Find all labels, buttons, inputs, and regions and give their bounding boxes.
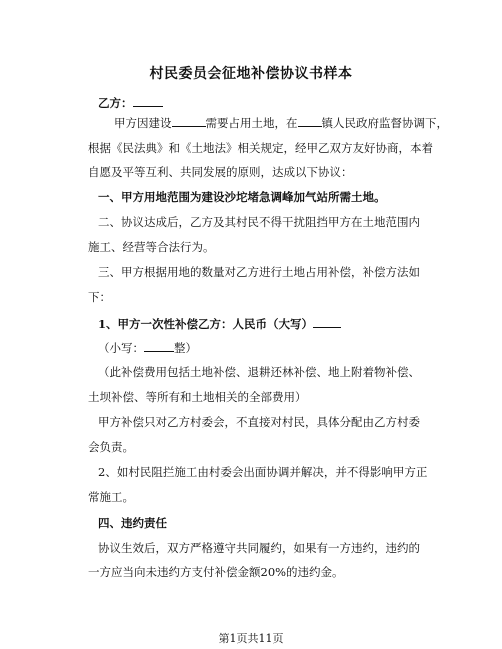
payment-line-1: 甲方补偿只对乙方村委会，不直接对村民，具体分配由乙方村委 [98,415,420,429]
project-blank [172,115,206,127]
clause-2b-line-1: 2、如村民阻拦施工由村委会出面协调并解决，并不得影响甲方正 [98,465,428,479]
clause-3-line-1: 三、甲方根据用地的数量对乙方进行土地占用补偿，补偿方法如 [98,265,420,279]
text-segment: 需要占用土地，在 [205,116,298,130]
clause-1: 一、甲方用地范围为建设沙坨堵急调峰加气站所需土地。 [98,190,386,204]
page-footer: 第1页共11页 [218,632,284,645]
paragraph-line-2: 根据《民法典》和《土地法》相关规定，经甲乙双方友好协商，本着 [88,141,433,155]
breach-heading: 四、违约责任 [98,516,167,530]
clause-2b-line-2: 常施工。 [88,490,134,504]
note-line-1: （此补偿费用包括土地补偿、退耕还林补偿、地上附着物补偿、 [98,365,420,379]
town-blank [298,115,322,127]
party-b-line [98,95,438,111]
clause-3-line-2: 下： [88,290,111,304]
party-b-label: 乙方： [98,96,133,110]
note-line-2: 土坝补偿、等所有和土地相关的全部费用） [88,390,307,404]
text-segment: 1、甲方一次性补偿乙方：人民币（大写） [98,317,313,331]
compensation-line [98,316,438,332]
text-segment: （小写： [98,341,144,355]
paragraph-line-3: 自愿及平等互利、共同发展的原则，达成以下协议： [88,165,353,179]
document-title: 村民委员会征地补偿协议书样本 [149,66,353,82]
clause-2-line-1: 二、协议达成后，乙方及其村民不得干扰阻挡甲方在土地范围内 [98,215,420,229]
breach-line-2: 一方应当向未违约方支付补偿金额20%的违约金。 [88,565,344,579]
payment-line-2: 会负责。 [88,440,134,454]
amount-upper-blank [313,316,341,328]
text-segment: 甲方因建设 [114,116,172,130]
clause-2-line-2: 施工、经营等合法行为。 [88,240,215,254]
amount-lower-line [98,340,438,356]
amount-lower-blank [144,340,174,352]
party-b-blank [133,95,163,107]
text-segment: 整） [174,341,197,355]
text-segment: 镇人民政府监督协调下， [321,116,448,130]
paragraph-line-1 [114,115,454,131]
breach-line-1: 协议生效后，双方严格遵守共同履约，如果有一方违约，违约的 [98,541,420,555]
